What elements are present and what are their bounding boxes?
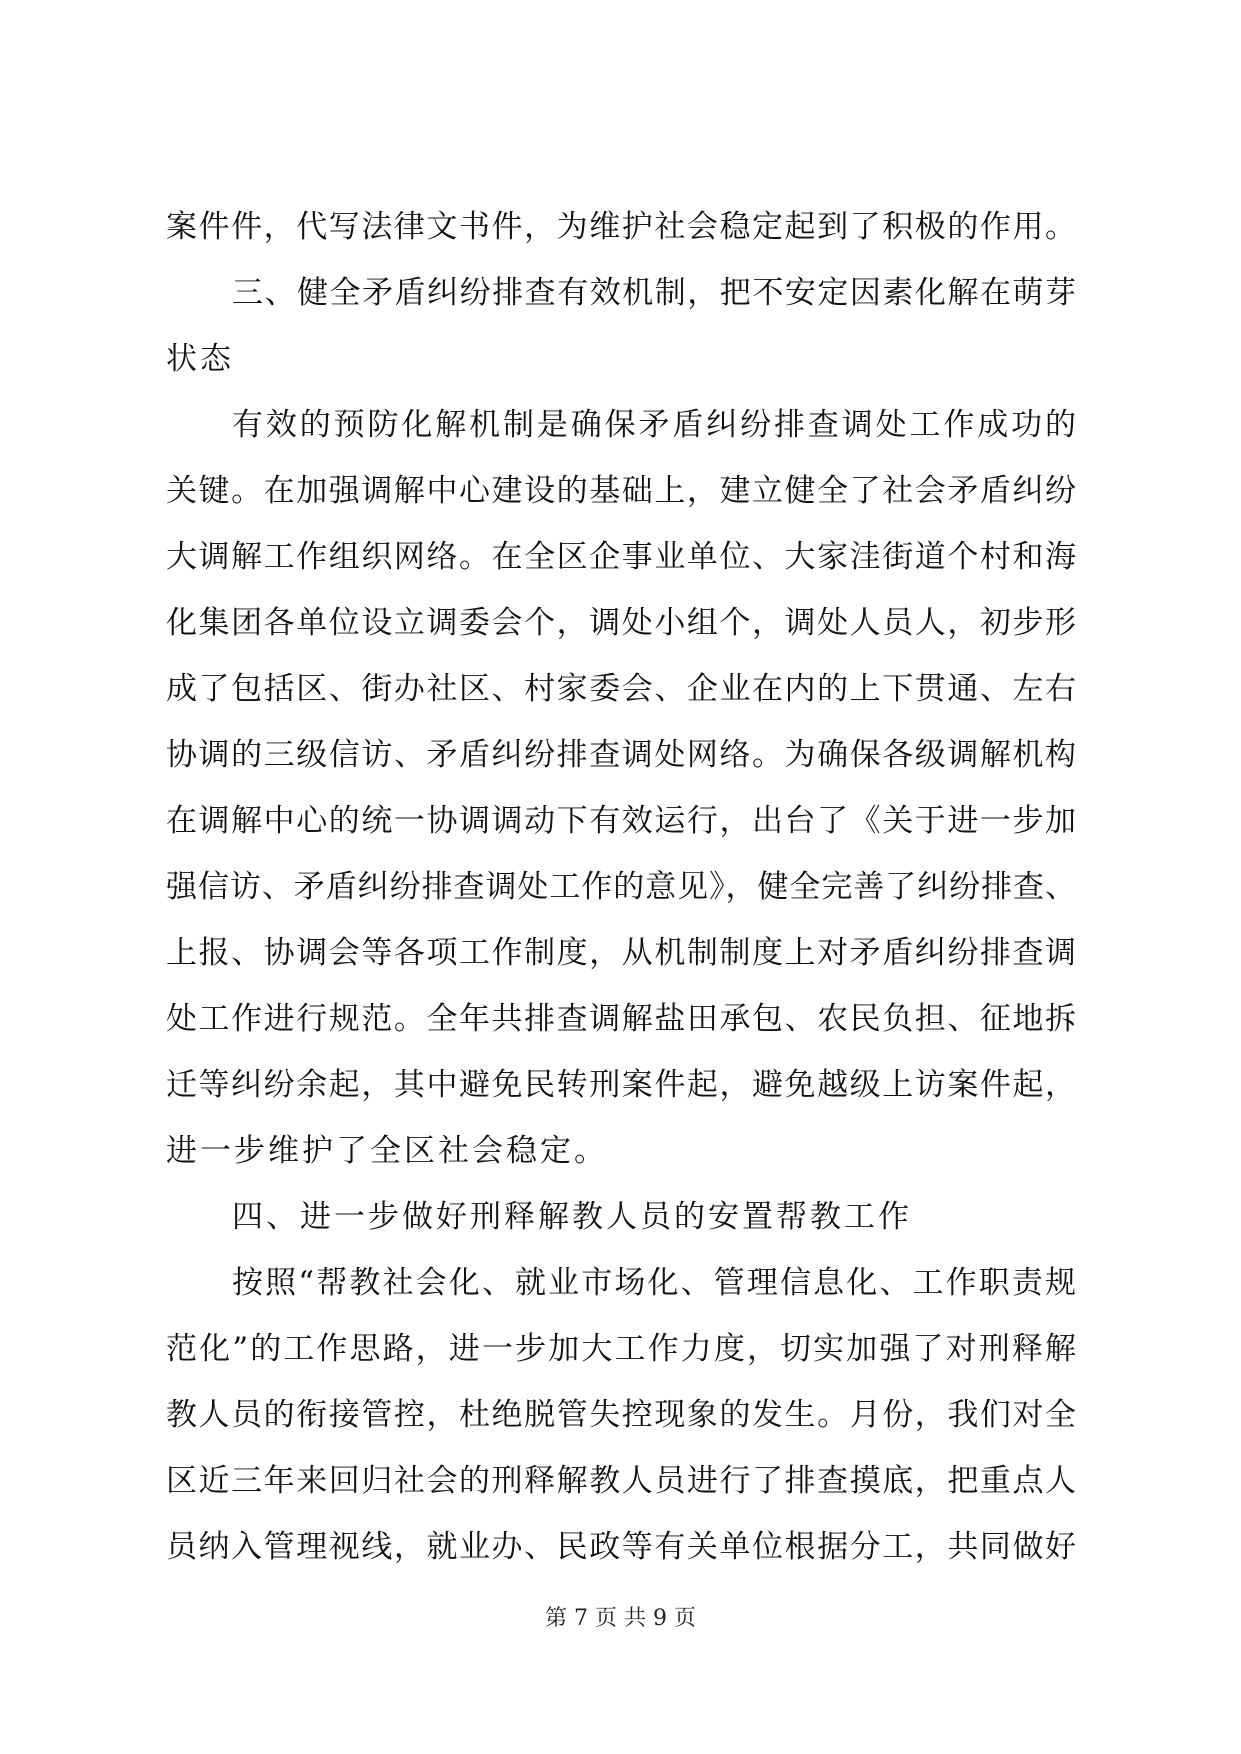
text-line: 协调的三级信访、矛盾纠纷排查调处网络。为确保各级调解机构 [166,737,1076,773]
text-line: 区近三年来回归社会的刑释解教人员进行了排查摸底，把重点人 [166,1463,1076,1499]
text-line: 强信访、矛盾纠纷排查调处工作的意见》，健全完善了纠纷排查、 [166,869,1076,905]
text-line: 四、进一步做好刑释解教人员的安置帮教工作 [232,1199,912,1235]
text-line: 化集团各单位设立调委会个，调处小组个，调处人员人，初步形 [166,605,1076,641]
text-line: 范化”的工作思路，进一步加大工作力度，切实加强了对刑释解 [166,1331,1076,1367]
page-footer: 第 7 页 共 9 页 [545,1606,696,1631]
text-line: 在调解中心的统一协调调动下有效运行，出台了《关于进一步加 [166,803,1076,839]
text-line: 有效的预防化解机制是确保矛盾纠纷排查调处工作成功的 [232,407,1076,443]
text-line: 关键。在加强调解中心建设的基础上，建立健全了社会矛盾纠纷 [166,473,1076,509]
text-line: 三、健全矛盾纠纷排查有效机制，把不安定因素化解在萌芽 [232,275,1076,311]
body-text [166,197,1076,1583]
text-line: 案件件，代写法律文书件，为维护社会稳定起到了积极的作用。 [166,209,1076,245]
text-line: 成了包括区、街办社区、村家委会、企业在内的上下贯通、左右 [166,671,1076,707]
text-line: 上报、协调会等各项工作制度，从机制制度上对矛盾纠纷排查调 [166,935,1076,971]
text-line: 大调解工作组织网络。在全区企事业单位、大家洼街道个村和海 [166,539,1076,575]
text-line: 处工作进行规范。全年共排查调解盐田承包、农民负担、征地拆 [166,1001,1076,1037]
text-line: 迁等纠纷余起，其中避免民转刑案件起，避免越级上访案件起， [166,1067,1076,1103]
text-line: 状态 [166,341,234,377]
text-line: 员纳入管理视线，就业办、民政等有关单位根据分工，共同做好 [166,1529,1076,1565]
text-line: 按照“帮教社会化、就业市场化、管理信息化、工作职责规 [232,1265,1076,1301]
text-line: 进一步维护了全区社会稳定。 [166,1133,608,1169]
text-line: 教人员的衔接管控，杜绝脱管失控现象的发生。月份，我们对全 [166,1397,1076,1433]
